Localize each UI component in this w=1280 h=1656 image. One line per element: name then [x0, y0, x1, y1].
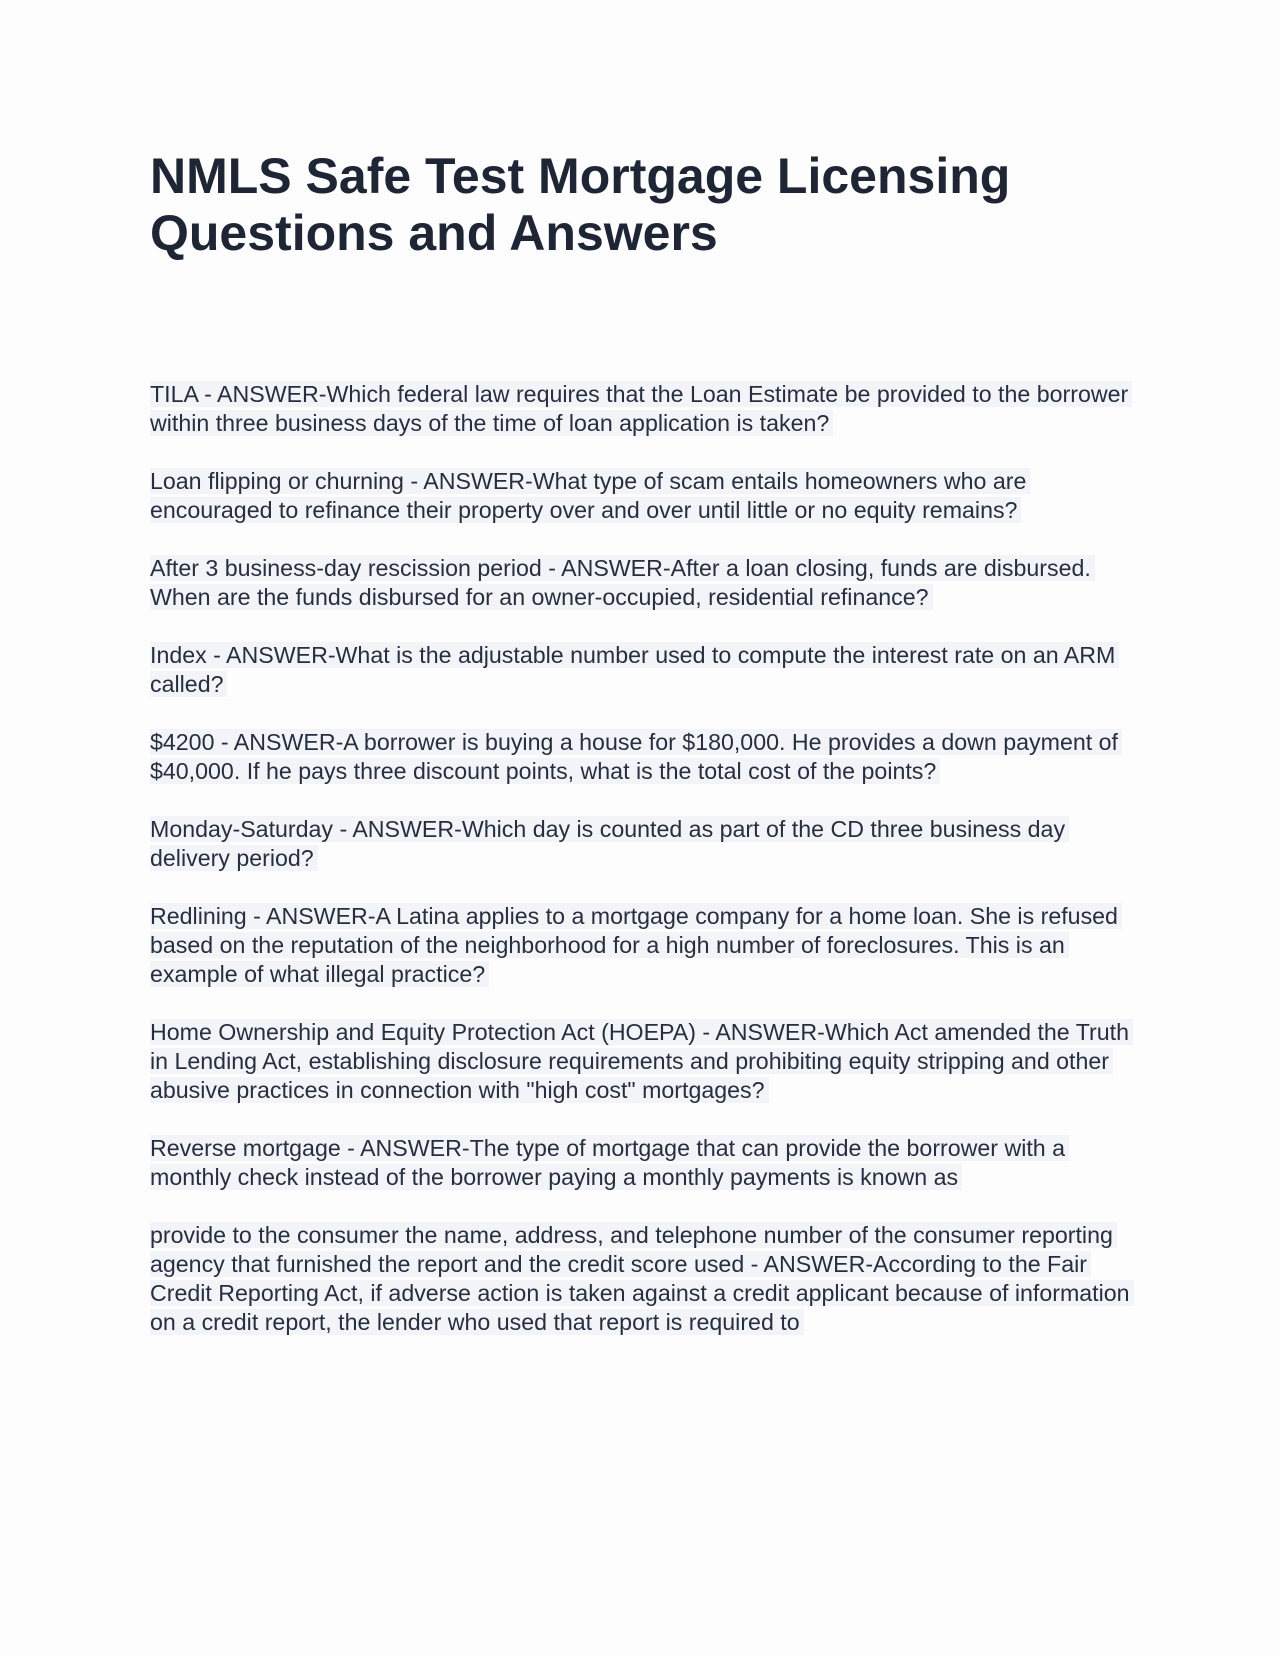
qa-list — [150, 380, 1130, 1366]
document-title: NMLS Safe Test Mortgage Licensing Questions and Answers — [150, 148, 1011, 261]
qa-item-text: Home Ownership and Equity Protection Act (HOEPA) - ANSWER-Which Act amended the Truth in Lending Act, establishing disclosure requirements and prohibiting equity stripping and other abusive practices in connection with "high cost" mortgages? — [150, 1019, 1133, 1103]
qa-item-text: $4200 - ANSWER-A borrower is buying a house for $180,000. He provides a down payment of $40,000. If he pays three discount points, what is the total cost of the points? — [150, 729, 1122, 784]
qa-item-text: Index - ANSWER-What is the adjustable number used to compute the interest rate on an ARM called? — [150, 642, 1119, 697]
qa-item — [150, 1018, 1130, 1105]
qa-item — [150, 815, 1130, 873]
qa-item — [150, 1221, 1130, 1337]
qa-item-text: After 3 business-day rescission period - ANSWER-After a loan closing, funds are disbursed. When are the funds disbursed for an owner-occupied, residential refinance? — [150, 555, 1095, 610]
qa-item-text: TILA - ANSWER-Which federal law requires that the Loan Estimate be provided to the borrower within three business days of the time of loan application is taken? — [150, 381, 1132, 436]
qa-item-text: Loan flipping or churning - ANSWER-What type of scam entails homeowners who are encouraged to refinance their property over and over until little or no equity remains? — [150, 468, 1030, 523]
qa-item — [150, 641, 1130, 699]
qa-item — [150, 467, 1130, 525]
qa-item-text: provide to the consumer the name, address, and telephone number of the consumer reporting agency that furnished the report and the credit score used - ANSWER-According to the Fair Credit Reporting Act, if adverse action is taken against a credit applicant because of information on a credit report, the lender who used that report is required to — [150, 1222, 1134, 1335]
qa-item — [150, 728, 1130, 786]
qa-item — [150, 554, 1130, 612]
qa-item — [150, 380, 1130, 438]
qa-item — [150, 1134, 1130, 1192]
qa-item-text: Reverse mortgage - ANSWER-The type of mortgage that can provide the borrower with a monthly check instead of the borrower paying a monthly payments is known as — [150, 1135, 1069, 1190]
qa-item-text: Monday-Saturday - ANSWER-Which day is counted as part of the CD three business day delivery period? — [150, 816, 1069, 871]
qa-item — [150, 902, 1130, 989]
qa-item-text: Redlining - ANSWER-A Latina applies to a mortgage company for a home loan. She is refused based on the reputation of the neighborhood for a high number of foreclosures. This is an example of what illegal practice? — [150, 903, 1122, 987]
